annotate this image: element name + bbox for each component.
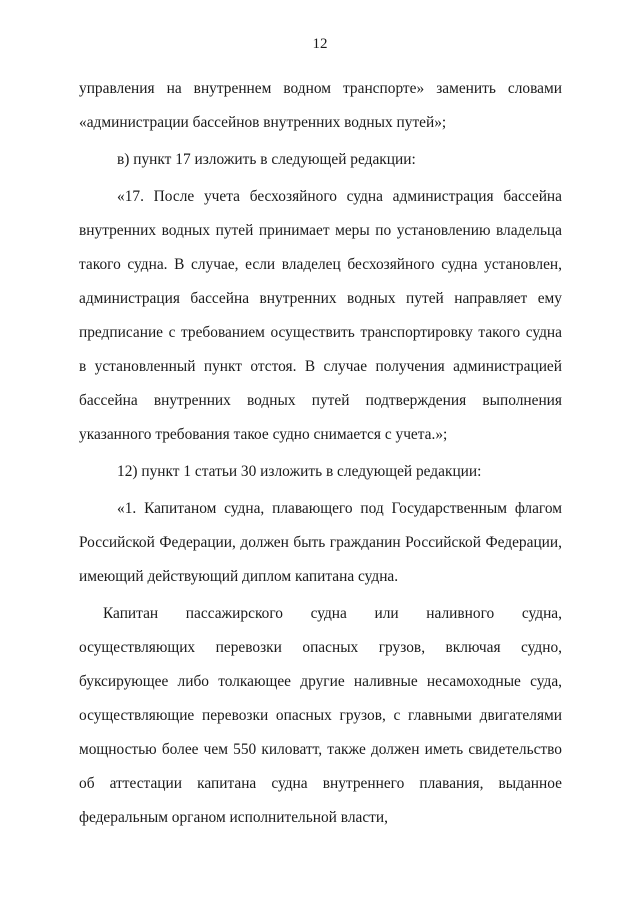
paragraph-item-12: 12) пункт 1 статьи 30 изложить в следующей редакции: (117, 463, 482, 480)
paragraph-captain-requirements: Капитан пассажирского судна или наливного судна, осуществляющих перевозки опасных грузов, включая судно, буксирующее либо толкающее другие наливные несамоходные суда, осуществляющие перевозки опасных грузов, с главными двигателями мощностью более чем 550 киловатт, также должен иметь свидетельство об аттестации капитана судна внутреннего плавания, выданное федеральным органом исполнительной власти, (79, 605, 562, 826)
page-number: 12 (312, 36, 328, 52)
paragraph-continuation: управления на внутреннем водном транспорте» заменить словами «администрации бассейнов внутренних водных путей»; (79, 80, 562, 131)
document-body (79, 72, 562, 835)
paragraph-point-17-text: «17. После учета бесхозяйного судна администрация бассейна внутренних водных путей принимает меры по установлению владельца такого судна. В случае, если владелец бесхозяйного судна установлен, администрация бассейна внутренних водных путей направляет ему предписание с требованием осуществить транспортировку такого судна в установленный пункт отстоя. В случае получения администрацией бассейна внутренних водных путей подтверждения выполнения указанного требования такое судно снимается с учета.»; (79, 188, 562, 443)
paragraph-article-30-point-1: «1. Капитаном судна, плавающего под Государственным флагом Российской Федерации, должен быть гражданин Российской Федерации, имеющий действующий диплом капитана судна. (79, 500, 562, 585)
paragraph-point-v: в) пункт 17 изложить в следующей редакции: (117, 151, 416, 168)
